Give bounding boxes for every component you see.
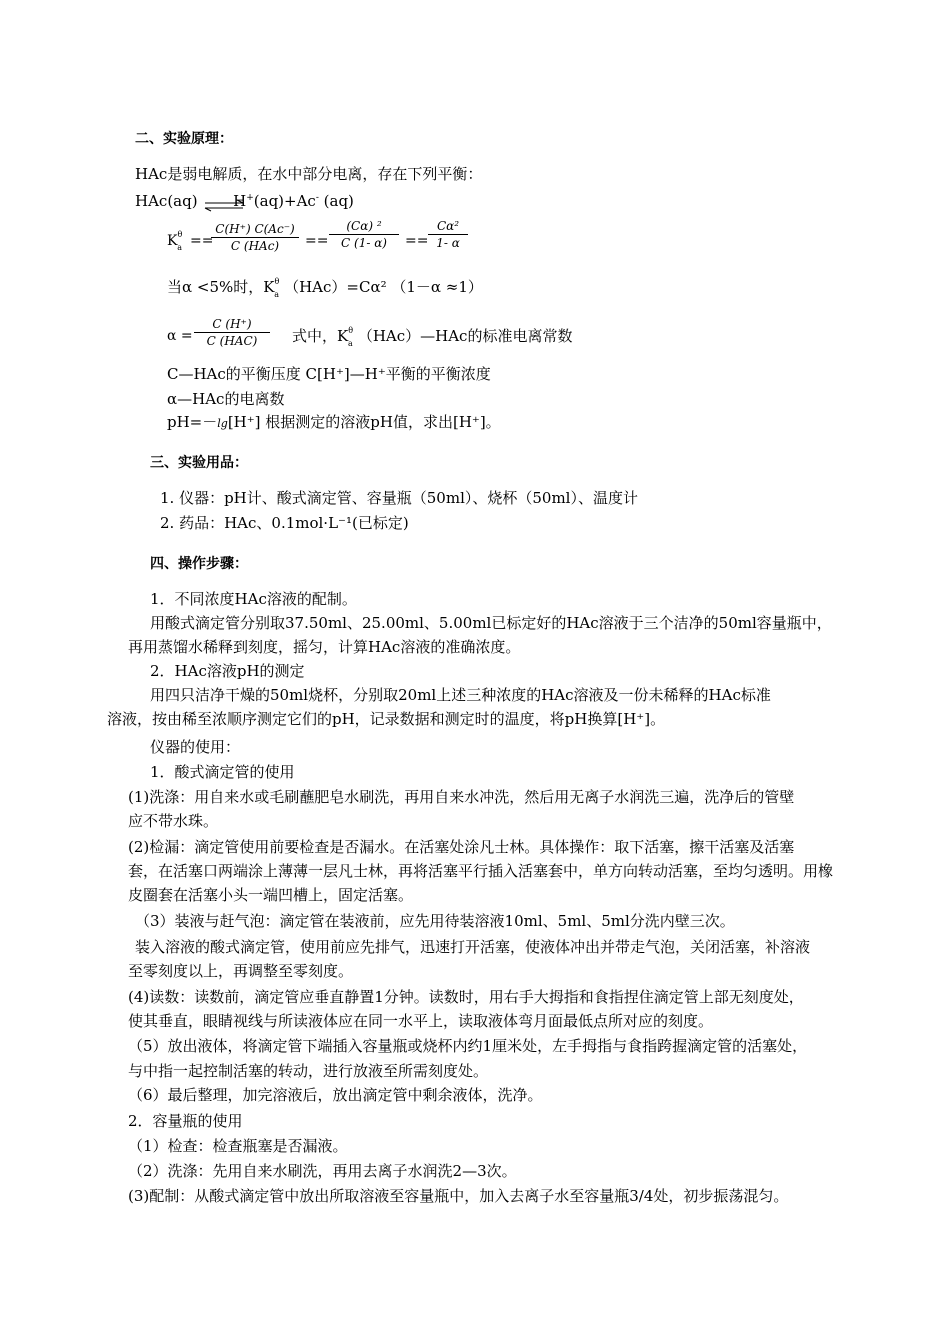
burette-step-3-line-2: 装入溶液的酸式滴定管，使用前应先排气，迅速打开活塞，使液体冲出并带走气泡，关闭活塞，补溶液 bbox=[135, 938, 811, 956]
burette-usage-title: 1．酸式滴定管的使用 bbox=[150, 763, 295, 781]
section-title-principle: 二、实验原理： bbox=[135, 131, 233, 147]
principle-intro: HAc是弱电解质，在水中部分电离，存在下列平衡： bbox=[135, 165, 483, 183]
burette-step-6: （6）最后整理，加完溶液后，放出滴定管中剩余液体，洗净。 bbox=[128, 1086, 543, 1104]
step-1-title: 1．不同浓度HAc溶液的配制。 bbox=[150, 590, 357, 608]
ka-fraction-2: (Cα) ² C (1- α) bbox=[328, 218, 400, 251]
approximation-line: 当α <5%时，$K^\theta_a$ （HAc）=Cα² （1－α ≈1） bbox=[167, 277, 483, 299]
ka-symbol: $K^\theta_a$ bbox=[167, 230, 183, 252]
burette-step-3-line-1: （3）装液与赶气泡：滴定管在装液前，应先用待装溶液10ml、5ml、5ml分洗内壁三次。 bbox=[135, 912, 735, 930]
ph-definition: pH=－lg[H⁺] 根据测定的溶液pH值，求出[H⁺]。 bbox=[167, 413, 501, 431]
eq-h: H bbox=[233, 192, 247, 210]
supplies-item-2: 2. 药品：HAc、0.1mol·L⁻¹(已标定) bbox=[160, 514, 409, 532]
alpha-label: α = bbox=[167, 328, 193, 344]
eq-left: HAc(aq) bbox=[135, 192, 198, 210]
burette-step-2-line-2: 套，在活塞口两端涂上薄薄一层凡士林，再将活塞平行插入活塞套中，单方向转动活塞，至均匀透明。用橡 bbox=[128, 862, 834, 880]
burette-step-3-line-3: 至零刻度以上，再调整至零刻度。 bbox=[128, 962, 354, 980]
ka-eqeq-1: == bbox=[190, 233, 214, 249]
volumetric-flask-usage-title: 2．容量瓶的使用 bbox=[128, 1112, 243, 1130]
alpha-description: 式中，$K^\theta_a$ （HAc）—HAc的标准电离常数 bbox=[292, 326, 573, 348]
eq-rest: (aq)+Ac bbox=[253, 192, 316, 210]
ka-eqeq-2: == bbox=[305, 233, 329, 249]
supplies-item-1: 1. 仪器：pH计、酸式滴定管、容量瓶（50ml）、烧杯（50ml）、温度计 bbox=[160, 489, 638, 507]
burette-step-1-line-1: (1)洗涤：用自来水或毛刷蘸肥皂水刷洗，再用自来水冲洗，然后用无离子水润洗三遍，洗净后的管壁 bbox=[128, 788, 795, 806]
step-1-body-line-1: 用酸式滴定管分别取37.50ml、25.00ml、5.00ml已标定好的HAc溶液于三个洁净的50ml容量瓶中， bbox=[150, 614, 832, 632]
section-title-supplies: 三、实验用品： bbox=[150, 455, 248, 471]
step-2-body-line-1: 用四只洁净干燥的50ml烧杯，分别取20ml上述三种浓度的HAc溶液及一份未稀释的HAc标准 bbox=[150, 686, 771, 704]
equilibrium-arrows-icon bbox=[203, 199, 247, 215]
instrument-usage-title: 仪器的使用： bbox=[150, 738, 241, 756]
burette-step-5-line-2: 与中指一起控制活塞的转动，进行放液至所需刻度处。 bbox=[128, 1062, 489, 1080]
burette-step-4-line-2: 使其垂直，眼睛视线与所读液体应在同一水平上，读取液体弯月面最低点所对应的刻度。 bbox=[128, 1012, 714, 1030]
definition-c: C—HAc的平衡压度 C[H⁺]—H⁺平衡的平衡浓度 bbox=[167, 365, 491, 383]
definition-alpha: α—HAc的电离数 bbox=[167, 390, 285, 408]
flask-step-1: （1）检查：检查瓶塞是否漏液。 bbox=[128, 1137, 348, 1155]
ka-fraction-1: C(H⁺) C(Ac⁻) C (HAc) bbox=[210, 221, 300, 254]
burette-step-2-line-1: (2)检漏：滴定管使用前要检查是否漏水。在活塞处涂凡士林。具体操作：取下活塞，擦干活塞及活塞 bbox=[128, 838, 795, 856]
flask-step-3: (3)配制：从酸式滴定管中放出所取溶液至容量瓶中，加入去离子水至容量瓶3/4处，初步振荡混匀。 bbox=[128, 1187, 789, 1205]
eq-minus: - bbox=[315, 193, 319, 203]
eq-plus: + bbox=[246, 193, 254, 203]
ka-fraction-3: Cα² 1- α bbox=[427, 218, 469, 251]
step-1-body-line-2: 再用蒸馏水稀释到刻度，摇匀，计算HAc溶液的准确浓度。 bbox=[128, 638, 521, 656]
alpha-fraction: C (H⁺) C (HAC) bbox=[193, 316, 271, 349]
burette-step-5-line-1: （5）放出液体，将滴定管下端插入容量瓶或烧杯内约1厘米处，左手拇指与食指跨握滴定管的活塞处， bbox=[128, 1037, 808, 1055]
section-title-steps: 四、操作步骤： bbox=[150, 556, 248, 572]
burette-step-4-line-1: (4)读数：读数前，滴定管应垂直静置1分钟。读数时，用右手大拇指和食指捏住滴定管上部无刻度处， bbox=[128, 988, 804, 1006]
step-2-body-line-2: 溶液，按由稀至浓顺序测定它们的pH，记录数据和测定时的温度，将pH换算[H⁺]。 bbox=[107, 710, 666, 728]
eq-tail: (aq) bbox=[318, 192, 354, 210]
step-2-title: 2．HAc溶液pH的测定 bbox=[150, 662, 305, 680]
burette-step-2-line-3: 皮圈套在活塞小头一端凹槽上，固定活塞。 bbox=[128, 886, 414, 904]
flask-step-2: （2）洗涤：先用自来水刷洗，再用去离子水润洗2—3次。 bbox=[128, 1162, 517, 1180]
ka-eqeq-3: == bbox=[405, 233, 429, 249]
burette-step-1-line-2: 应不带水珠。 bbox=[128, 812, 219, 830]
